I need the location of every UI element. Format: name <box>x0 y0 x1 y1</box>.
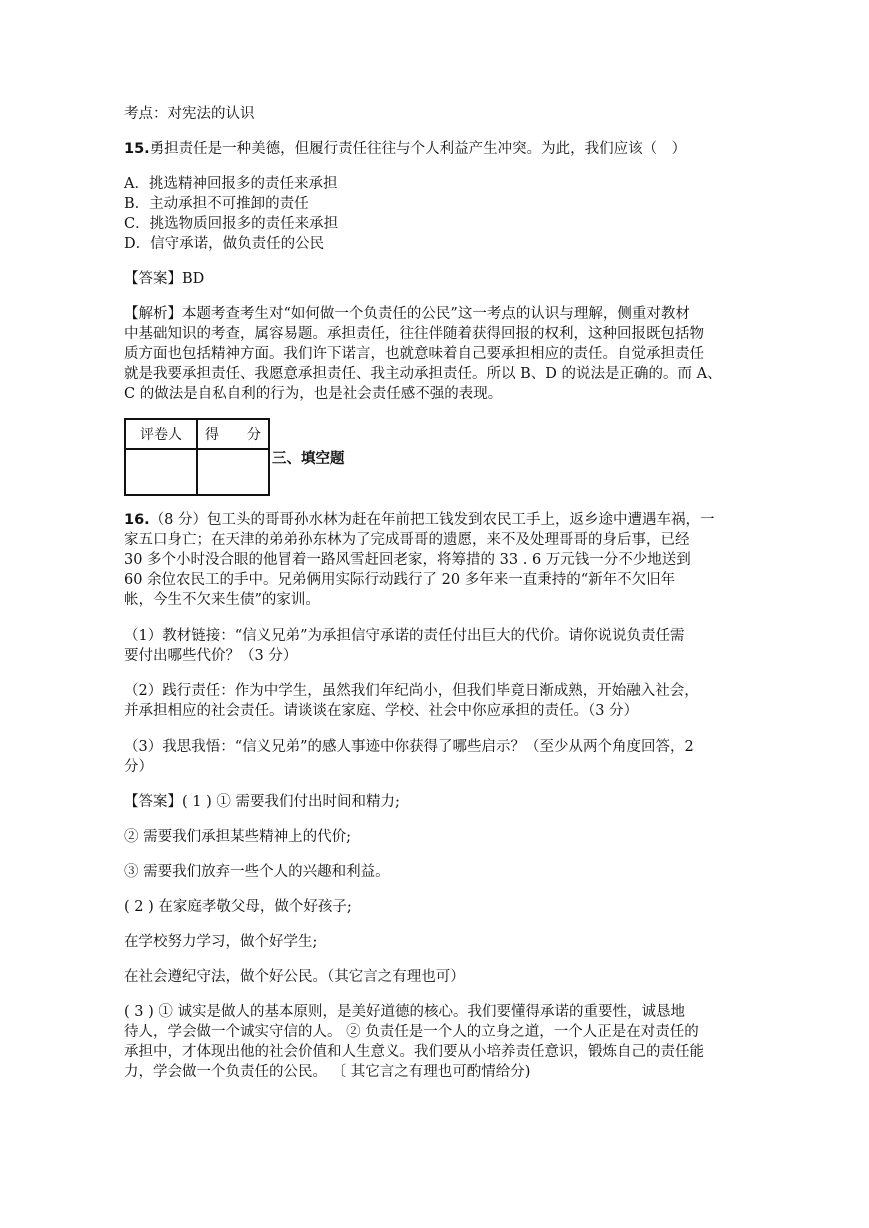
q16-answer3-line: 承担中，才体现出他的社会价值和人生意义。我们要从小培养责任意识，锻炼自己的责任能 <box>124 1044 704 1060</box>
q16-stem-line: 60 余位农民工的手中。兄弟俩用实际行动践行了 20 多年来一直秉持的“新年不欠旧年 <box>124 572 676 588</box>
q16-sub2-line: 并承担相应的社会责任。请谈谈在家庭、学校、社会中你应承担的责任。（3 分） <box>124 703 639 719</box>
q15-analysis-line: 质方面也包括精神方面。我们许下诺言，也就意味着自己要承担相应的责任。自觉承担责任 <box>124 346 704 362</box>
q16-sub3-line: （3）我思我悟：“信义兄弟”的感人事迹中你获得了哪些启示？（至少从两个角度回答，2 <box>124 739 694 755</box>
q16-answer-line: ② 需要我们承担某些精神上的代价; <box>124 829 351 845</box>
q16-number: 16. <box>124 512 150 528</box>
q15-answer: 【答案】BD <box>124 271 205 287</box>
q15-analysis-line: C 的做法是自私自利的行为，也是社会责任感不强的表现。 <box>124 386 503 402</box>
q16-sub1-line: 要付出哪些代价？（3 分） <box>124 648 298 664</box>
score-table <box>124 418 270 496</box>
q15-analysis-line: 【解析】本题考查考生对“如何做一个负责任的公民”这一考点的认识与理解，侧重对教材 <box>124 306 690 322</box>
q15-number: 15. <box>124 141 150 157</box>
q16-sub2-line: （2）践行责任：作为中学生，虽然我们年纪尚小，但我们毕竟日渐成熟，开始融入社会， <box>124 683 699 699</box>
q16-answer3-line: 待人，学会做一个诚实守信的人。 ② 负责任是一个人的立身之道，一个人正是在对责任的 <box>124 1024 699 1040</box>
q16-answer-line: 【答案】( 1 ) ① 需要我们付出时间和精力; <box>124 794 400 810</box>
q15-option-d: D．信守承诺，做负责任的公民 <box>124 236 325 252</box>
q16-stem-line: 帐，今生不欠来生债”的家训。 <box>124 592 320 608</box>
grader-cell <box>125 449 197 495</box>
q16-answer-line: 在社会遵纪守法，做个好公民。（其它言之有理也可） <box>124 969 465 985</box>
q15-analysis-line: 就是我要承担责任、我愿意承担责任、我主动承担责任。所以 B、D 的说法是正确的。而 A、 <box>124 366 722 382</box>
q16-stem-line: 家五口身亡；在天津的弟弟孙东林为了完成哥哥的遗愿，来不及处理哥哥的身后事，已经 <box>124 532 690 548</box>
score-cell <box>197 449 269 495</box>
section-title: 三、填空题 <box>272 451 345 467</box>
q15-stem-text: 勇担责任是一种美德，但履行责任往往与个人利益产生冲突。为此，我们应该（ ） <box>149 141 687 157</box>
q15-stem <box>124 139 686 159</box>
score-header: 得 分 <box>197 419 269 449</box>
q16-answer-line: ③ 需要我们放弃一些个人的兴趣和利益。 <box>124 864 390 880</box>
q15-analysis-line: 中基础知识的考查，属容易题。承担责任，往往伴随着获得回报的权利，这种回报既包括物 <box>124 326 704 342</box>
q16-stem-text: （8 分）包工头的哥哥孙水林为赶在年前把工钱发到农民工手上，返乡途中遭遇车祸，一 <box>149 512 715 528</box>
kaodian-line: 考点：对宪法的认识 <box>124 106 255 122</box>
q16-answer-line: 在学校努力学习，做个好学生; <box>124 934 318 950</box>
grader-header: 评卷人 <box>125 419 197 449</box>
q16-sub1-line: （1）教材链接：“信义兄弟”为承担信守承诺的责任付出巨大的代价。请你说说负责任需 <box>124 628 685 644</box>
q16-answer3-line: 力，学会做一个负责任的公民。 〔 其它言之有理也可酌情给分) <box>124 1064 531 1080</box>
q16-sub3-line: 分） <box>124 759 153 775</box>
q15-option-c: C．挑选物质回报多的责任来承担 <box>124 216 339 232</box>
q15-option-a: A．挑选精神回报多的责任来承担 <box>124 176 338 192</box>
q16-answer3-line: ( 3 ) ① 诚实是做人的基本原则，是美好道德的核心。我们要懂得承诺的重要性，诚恳地 <box>124 1004 685 1020</box>
q16-answer-line: ( 2 ) 在家庭孝敬父母，做个好孩子; <box>124 899 352 915</box>
q16-stem-line <box>124 510 715 530</box>
q16-stem-line: 30 多个小时没合眼的他冒着一路风雪赶回老家，将筹措的 33 . 6 万元钱一分不少地送到 <box>124 552 691 568</box>
q15-option-b: B．主动承担不可推卸的责任 <box>124 196 309 212</box>
